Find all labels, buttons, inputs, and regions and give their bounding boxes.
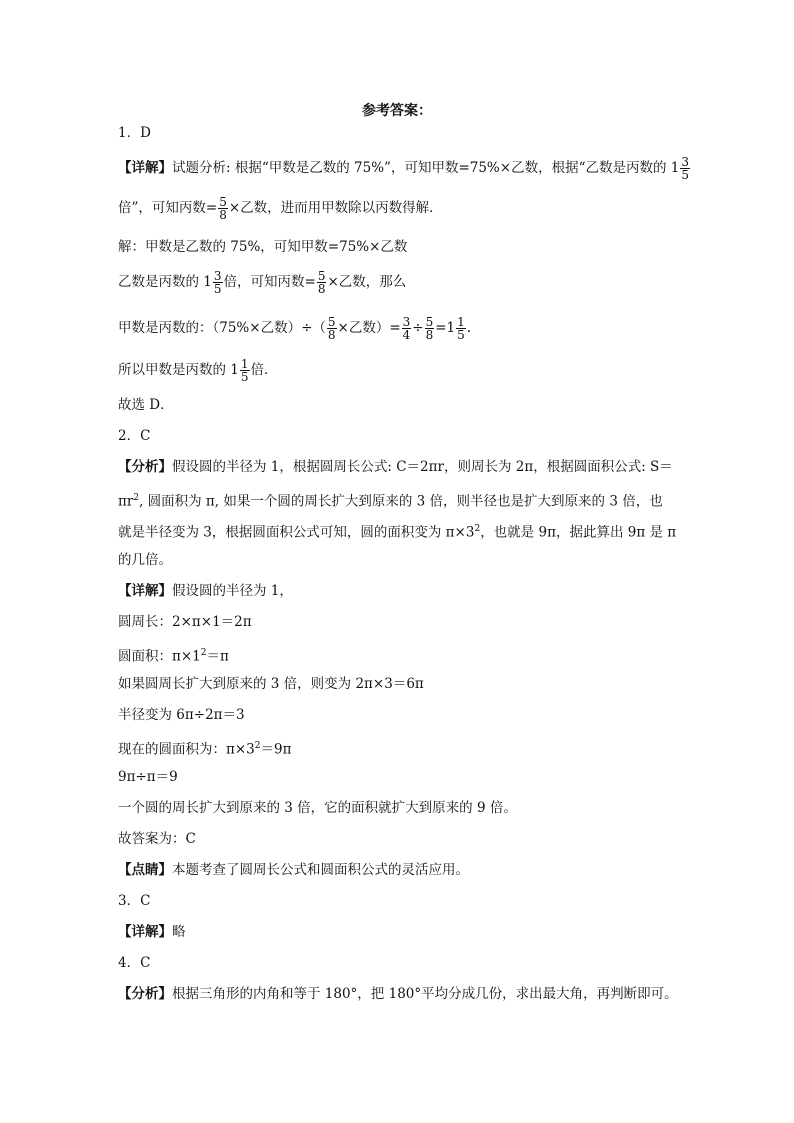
q1-detail-text-a: 试题分析: 根据“甲数是乙数的 75%”，可知甲数=75%×乙数，根据“乙数是丙数的 1 <box>172 160 680 176</box>
q3-detail-text: 略 <box>172 924 186 940</box>
q1-sol3-a: 甲数是丙数的：（75%×乙数）÷（ <box>118 320 326 336</box>
q2-detail-tag: 【详解】 <box>118 583 172 599</box>
q2-detail-line-8: 一个圆的周长扩大到原来的 3 倍，它的面积就扩大到原来的 9 倍。 <box>118 800 517 816</box>
q2-a2-sup: 2 <box>133 493 140 503</box>
q2-a3-a: 就是半径变为 3，根据圆面积公式可知，圆的面积变为 π×3 <box>118 524 475 541</box>
q2-answer: 故答案为：C <box>118 831 196 847</box>
q1-solution-line-3 <box>118 316 471 341</box>
q2-d6-a: 现在的圆面积为：π×3 <box>118 741 255 758</box>
q1-detail-tag: 【详解】 <box>118 160 172 176</box>
q2-a3-b: ，也就是 9π，据此算出 9π 是 π <box>480 524 677 541</box>
q1-sol4-fraction-1-5: $\frac{1}{5}$ <box>240 357 249 384</box>
q1-sol2-c: ×乙数，那么 <box>327 274 407 290</box>
q1-number: 1．D <box>118 125 151 141</box>
q2-a2-a: πr <box>118 493 134 510</box>
q2-analysis-tag: 【分析】 <box>118 459 172 475</box>
q1-detail-text-b1: 倍”，可知丙数= <box>118 200 218 216</box>
q1-solution-line-2 <box>118 270 406 295</box>
q2-detail-line-2: 圆周长：2×π×1＝2π <box>118 614 252 630</box>
q1-sol2-fraction-5-8: $\frac{5}{8}$ <box>317 269 326 296</box>
q1-fraction-5-8: $\frac{5}{8}$ <box>219 195 227 222</box>
q2-detail-line-3 <box>118 644 229 666</box>
q1-sol2-fraction-3-5: $\frac{3}{5}$ <box>213 269 222 296</box>
q1-sol4-b: 倍． <box>250 362 278 378</box>
q1-solution-line-4 <box>118 358 278 383</box>
q3-detail-tag: 【详解】 <box>118 924 172 940</box>
q2-detail-line-5: 半径变为 6π÷2π＝3 <box>118 707 245 723</box>
q2-detail-line-7: 9π÷π＝9 <box>118 769 178 785</box>
q2-analysis-text-1: 假设圆的半径为 1，根据圆周长公式: C＝2πr，则周长为 2π，根据圆面积公式: S＝ <box>172 459 673 475</box>
q1-sol3-fraction-1-5: $\frac{1}{5}$ <box>457 315 465 342</box>
q2-number: 2．C <box>118 428 151 444</box>
q1-choose: 故选 D． <box>118 397 174 413</box>
q2-d6-b: ＝9π <box>260 741 292 758</box>
q2-d3-b: ＝π <box>206 648 229 665</box>
q2-d3-sup: 2 <box>200 648 207 658</box>
q1-sol4-a: 所以甲数是丙数的 1 <box>118 362 239 378</box>
q4-analysis-line <box>118 985 678 1003</box>
q1-detail-line-1 <box>118 156 691 181</box>
q1-sol3-c: ÷ <box>412 320 424 336</box>
q2-d3-a: 圆面积：π×1 <box>118 648 201 665</box>
q4-analysis-text: 根据三角形的内角和等于 180°，把 180°平均分成几份，求出最大角，再判断即可。 <box>172 986 678 1002</box>
q1-detail-text-b2: ×乙数，进而用甲数除以丙数得解． <box>228 200 443 216</box>
q2-point-tag: 【点睛】 <box>118 862 172 878</box>
q2-point-line <box>118 861 469 879</box>
q2-d6-sup: 2 <box>254 741 261 751</box>
q2-analysis-line-3 <box>118 520 676 542</box>
q1-sol3-fraction-5-8: $\frac{5}{8}$ <box>327 315 336 342</box>
q2-a3-sup: 2 <box>474 524 481 534</box>
q1-sol3-fraction-3-4: $\frac{3}{4}$ <box>402 315 411 342</box>
q1-sol3-d: =1 <box>435 320 456 336</box>
q2-analysis-line-4: 的几倍。 <box>118 552 172 568</box>
q2-analysis-line-1 <box>118 458 673 476</box>
q3-number: 3．C <box>118 893 151 909</box>
q2-a2-b: , 圆面积为 π, 如果一个圆的周长扩大到原来的 3 倍，则半径也是扩大到原来的 3 倍，也 <box>139 493 663 510</box>
q3-detail-line <box>118 923 186 941</box>
q2-point-text: 本题考查了圆周长公式和圆面积公式的灵活应用。 <box>172 862 469 878</box>
q1-sol3-fraction-5-8-b: $\frac{5}{8}$ <box>425 315 434 342</box>
q2-detail-line-4: 如果圆周长扩大到原来的 3 倍，则变为 2π×3＝6π <box>118 676 424 692</box>
q1-fraction-3-5: $\frac{3}{5}$ <box>681 155 689 182</box>
q1-solution-line-1: 解：甲数是乙数的 75%，可知甲数=75%×乙数 <box>118 239 408 255</box>
q2-detail-line-6 <box>118 737 291 759</box>
q4-analysis-tag: 【分析】 <box>118 986 172 1002</box>
q1-sol2-a: 乙数是丙数的 1 <box>118 274 212 290</box>
q1-detail-line-2 <box>118 196 443 221</box>
q1-sol2-b: 倍，可知丙数= <box>223 274 316 290</box>
page-title: 参考答案： <box>362 103 432 119</box>
q2-analysis-line-2 <box>118 489 663 511</box>
q1-sol3-e: . <box>466 320 472 336</box>
q2-detail-text-1: 假设圆的半径为 1， <box>172 583 293 599</box>
q2-detail-line-1 <box>118 582 293 600</box>
q4-number: 4．C <box>118 955 151 971</box>
q1-sol3-b: ×乙数）= <box>337 320 401 336</box>
